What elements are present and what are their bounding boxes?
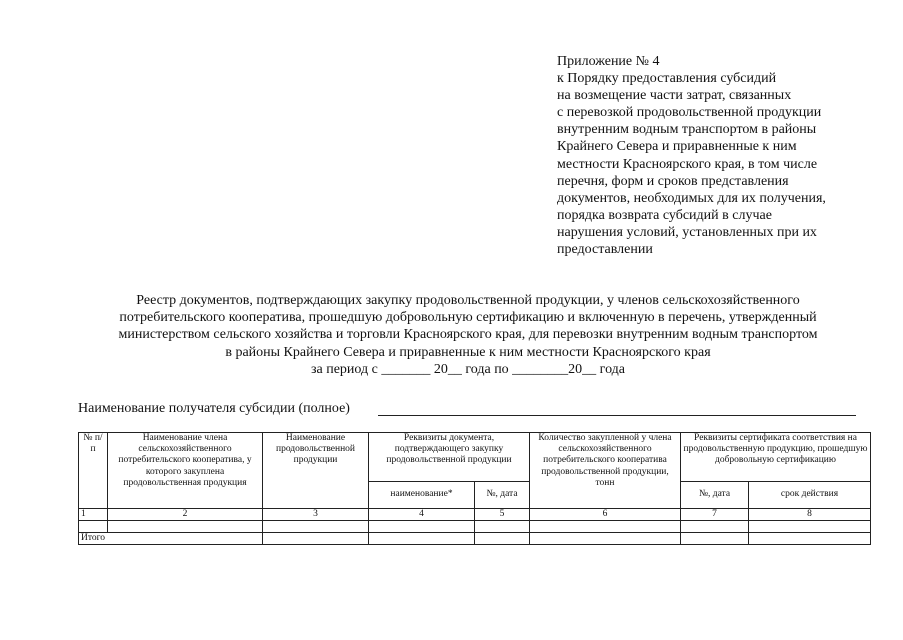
recipient-label: Наименование получателя субсидии (полное) bbox=[78, 401, 350, 416]
table-row bbox=[79, 521, 871, 533]
header-doc-num-date: №, дата bbox=[475, 482, 530, 509]
header-cert-group: Реквизиты сертификата соответствия на продовольственную продукцию, прошедшую добровольную сертификацию bbox=[681, 433, 871, 482]
column-number: 7 bbox=[681, 509, 749, 521]
period-line: за период с _______ 20__ года по ________20__ года bbox=[310, 361, 626, 377]
column-number: 1 bbox=[79, 509, 108, 521]
header-doc-name: наименование* bbox=[369, 482, 475, 509]
table-cell bbox=[108, 521, 263, 533]
table-cell bbox=[530, 533, 681, 545]
header-quantity: Количество закупленной у члена сельскохозяйственного потребительского кооператива продовольственной продукции, тонн bbox=[530, 433, 681, 509]
table-cell bbox=[263, 521, 369, 533]
appendix-line: к Порядку предоставления субсидий bbox=[557, 71, 777, 87]
column-number: 8 bbox=[749, 509, 871, 521]
table-cell bbox=[263, 533, 369, 545]
column-number-row bbox=[79, 509, 871, 521]
column-number: 2 bbox=[108, 509, 263, 521]
table-cell bbox=[475, 521, 530, 533]
table-cell bbox=[369, 533, 475, 545]
table-header-row bbox=[79, 433, 871, 482]
table-cell bbox=[749, 521, 871, 533]
recipient-blank-line bbox=[378, 415, 856, 416]
table-cell bbox=[681, 533, 749, 545]
header-cert-num-date: №, дата bbox=[681, 482, 749, 509]
title-line: потребительского кооператива, прошедшую добровольную сертификацию и включенную в перечень, утвержденный bbox=[119, 310, 817, 326]
appendix-line: предоставлении bbox=[557, 242, 653, 258]
header-doc-group: Реквизиты документа, подтверждающего закупку продовольственной продукции bbox=[369, 433, 530, 482]
table-cell bbox=[475, 533, 530, 545]
appendix-line: нарушения условий, установленных при их bbox=[557, 224, 817, 240]
appendix-line: с перевозкой продовольственной продукции bbox=[557, 105, 822, 121]
appendix-line: перечня, форм и сроков представления bbox=[557, 173, 789, 189]
total-label: Итого bbox=[79, 533, 263, 545]
column-number: 3 bbox=[263, 509, 369, 521]
appendix-line: порядка возврата субсидий в случае bbox=[557, 207, 772, 223]
appendix-note bbox=[557, 53, 877, 258]
title-line: в районы Крайнего Севера и приравненные к ним местности Красноярского края bbox=[225, 344, 711, 360]
appendix-line: местности Красноярского края, в том числе bbox=[557, 156, 818, 172]
table-cell bbox=[681, 521, 749, 533]
title-line: Реестр документов, подтверждающих закупку продовольственной продукции, у членов сельскохозяйственного bbox=[136, 293, 800, 308]
document-title bbox=[60, 292, 876, 378]
appendix-line: на возмещение части затрат, связанных bbox=[557, 88, 792, 104]
header-member: Наименование члена сельскохозяйственного потребительского кооператива, у которого закуплена продовольственная продукция bbox=[108, 433, 263, 509]
column-number: 4 bbox=[369, 509, 475, 521]
column-number: 5 bbox=[475, 509, 530, 521]
table-cell bbox=[79, 521, 108, 533]
total-row bbox=[79, 533, 871, 545]
table-cell bbox=[530, 521, 681, 533]
registry-table bbox=[78, 432, 871, 545]
table-cell bbox=[749, 533, 871, 545]
appendix-line: документов, необходимых для их получения, bbox=[557, 190, 826, 206]
column-number: 6 bbox=[530, 509, 681, 521]
appendix-line: Приложение № 4 bbox=[557, 54, 660, 69]
table-cell bbox=[369, 521, 475, 533]
header-num: № п/п bbox=[79, 433, 108, 509]
appendix-line: Крайнего Севера и приравненные к ним bbox=[557, 139, 797, 155]
header-product: Наименование продовольственной продукции bbox=[263, 433, 369, 509]
header-cert-validity: срок действия bbox=[749, 482, 871, 509]
title-line: министерством сельского хозяйства и торговли Красноярского края, для перевозки внутренним водным транспортом bbox=[118, 327, 818, 343]
recipient-field bbox=[78, 400, 868, 417]
appendix-line: внутренним водным транспортом в районы bbox=[557, 122, 817, 138]
